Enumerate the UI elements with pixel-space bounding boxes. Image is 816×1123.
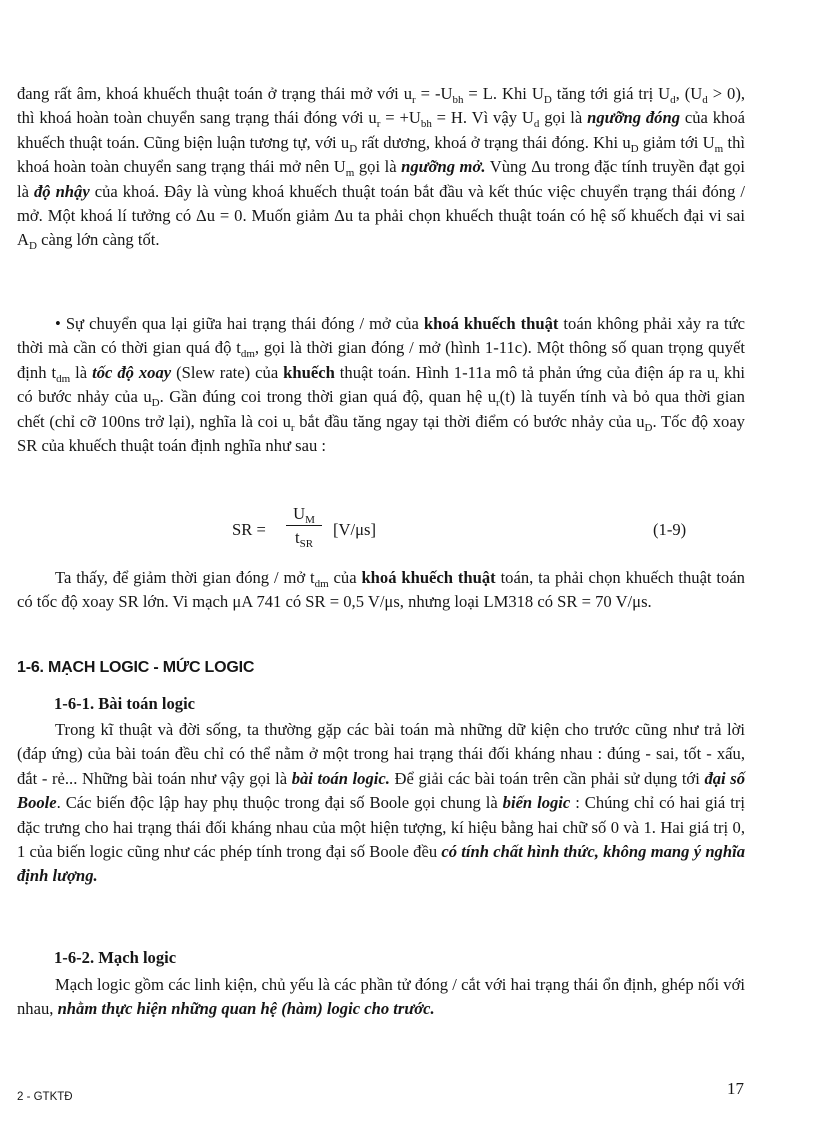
formula-unit: [V/μs] [333, 520, 376, 539]
formula-fraction [286, 504, 322, 548]
paragraph-logic-problem: Trong kĩ thuật và đời sống, ta thường gặp các bài toán mà những dữ kiện cho trước cũng như trả lời (đáp ứng) của bài toán đều chỉ có thể nằm ở một trong hai trạng thái đối kháng nhau : đúng - sai, tốt - xấu, đắt - rẻ... Những bài toán như vậy gọi là bài toán logic. Để giải các bài toán trên cần phải sử dụng tới đại số Boole. Các biến độc lập hay phụ thuộc trong đại số Boole gọi chung là biến logic : Chúng chỉ có hai giá trị đặc trưng cho hai trạng thái đối kháng nhau của một hiện tượng, kí hiệu bằng hai chữ số 0 và 1. Hai giá trị 0, 1 của biến logic cũng như các phép tính trong đại số Boole đều có tính chất hình thức, không mang ý nghĩa định lượng. [17, 720, 746, 886]
term-nguong-mo: ngưỡng mở. [401, 157, 486, 177]
fraction-bar [286, 525, 322, 526]
subsection-heading-2: 1-6-2. Mạch logic [54, 948, 177, 967]
section-heading: 1-6. MẠCH LOGIC - MỨC LOGIC [17, 659, 255, 676]
term-do-nhay: độ nhậy [33, 181, 90, 201]
paragraph-slew-rate: • Sự chuyển qua lại giữa hai trạng thái đóng / mở của khoá khuếch thuật toán không phải xảy ra tức thời mà cần có thời gian quá độ $t_{dm}$, gọi là thời gian đóng / mở (hình 1-11c). Một thông số quan trọng quyết định $t_{dm}$ là tốc độ xoay (Slew rate) của khuếch thuật toán. Hình 1-11a mô tả phản ứng của điện áp ra $u_r$ khi có bước nhảy của $u_D$. Gần đúng coi trong thời gian quá độ, quan hệ $u_r(t)$ là tuyến tính và bỏ qua thời gian chết (chỉ cỡ 100ns trở lại), nghĩa là coi $u_r$ bắt đầu tăng ngay tại thời điểm có bước nhảy của $u_D$. Tốc độ xoay SR của khuếch thuật toán định nghĩa như sau : [17, 314, 746, 456]
term-dai-so-boole: đại số Boole [17, 768, 746, 813]
footer-signature: 2 - GTKTĐ [17, 1091, 73, 1103]
term-quan-he-logic: nhằm thực hiện những quan hệ (hàm) logic cho trước. [57, 999, 435, 1019]
equation-number: (1-9) [653, 520, 687, 539]
formula-numerator: $U_M$ [293, 504, 315, 526]
paragraph-conclusion: Ta thấy, để giảm thời gian đóng / mở $t_{dm}$ của khoá khuếch thuật toán, ta phải chọn khuếch thuật toán có tốc độ xoay SR lớn. Vi mạch μA 741 có SR = 0,5 V/μs, nhưng loại LM318 có SR = 70 V/μs. [17, 568, 745, 612]
term-bai-toan-logic: bài toán logic. [291, 768, 390, 788]
subsection-heading-1: 1-6-1. Bài toán logic [54, 694, 196, 713]
formula-lhs: SR = [232, 520, 266, 539]
formula-1-9 [0, 500, 816, 560]
term-toc-do-xoay: tốc độ xoay [92, 362, 172, 382]
paragraph-thresholds: đang rất âm, khoá khuếch thuật toán ở trạng thái mở với $u_r = -U_{bh} = L$. Khi $U_D$ tăng tới giá trị $U_d$, $(U_d > 0)$, thì khoá hoàn toàn chuyển sang trạng thái đóng với $u_r = +U_{bh} = H$. Vì vậy $U_d$ gọi là ngưỡng đóng của khoá khuếch thuật toán. Cũng biện luận tương tự, với $u_D$ rất dương, khoá ở trạng thái đóng. Khi $u_D$ giảm tới $U_m$ thì khoá hoàn toàn chuyển sang trạng thái mở nên $U_m$ gọi là ngưỡng mở. Vùng Δu trong đặc tính truyền đạt gọi là độ nhậy của khoá. Đây là vùng khoá khuếch thuật toán bắt đầu và kết thúc việc chuyển trạng thái đóng / mở. Một khoá lí tưởng có Δu = 0. Muốn giảm Δu ta phải chọn khuếch thuật toán có hệ số khuếch đại vi sai $A_D$ càng lớn càng tốt. [17, 84, 746, 253]
formula-denominator: $t_{SR}$ [294, 528, 314, 550]
paragraph-logic-circuit: Mạch logic gồm các linh kiện, chủ yếu là các phần tử đóng / cắt với hai trạng thái ổn định, ghép nối với nhau, nhằm thực hiện những quan hệ (hàm) logic cho trước. [17, 975, 745, 1019]
term-bien-logic: biến logic [502, 793, 571, 813]
term-tinh-chat-hinh-thuc: có tính chất hình thức, không mang ý nghĩa định lượng. [17, 842, 745, 886]
page-number: 17 [727, 1079, 744, 1098]
term-nguong-dong: ngưỡng đóng [587, 108, 681, 128]
